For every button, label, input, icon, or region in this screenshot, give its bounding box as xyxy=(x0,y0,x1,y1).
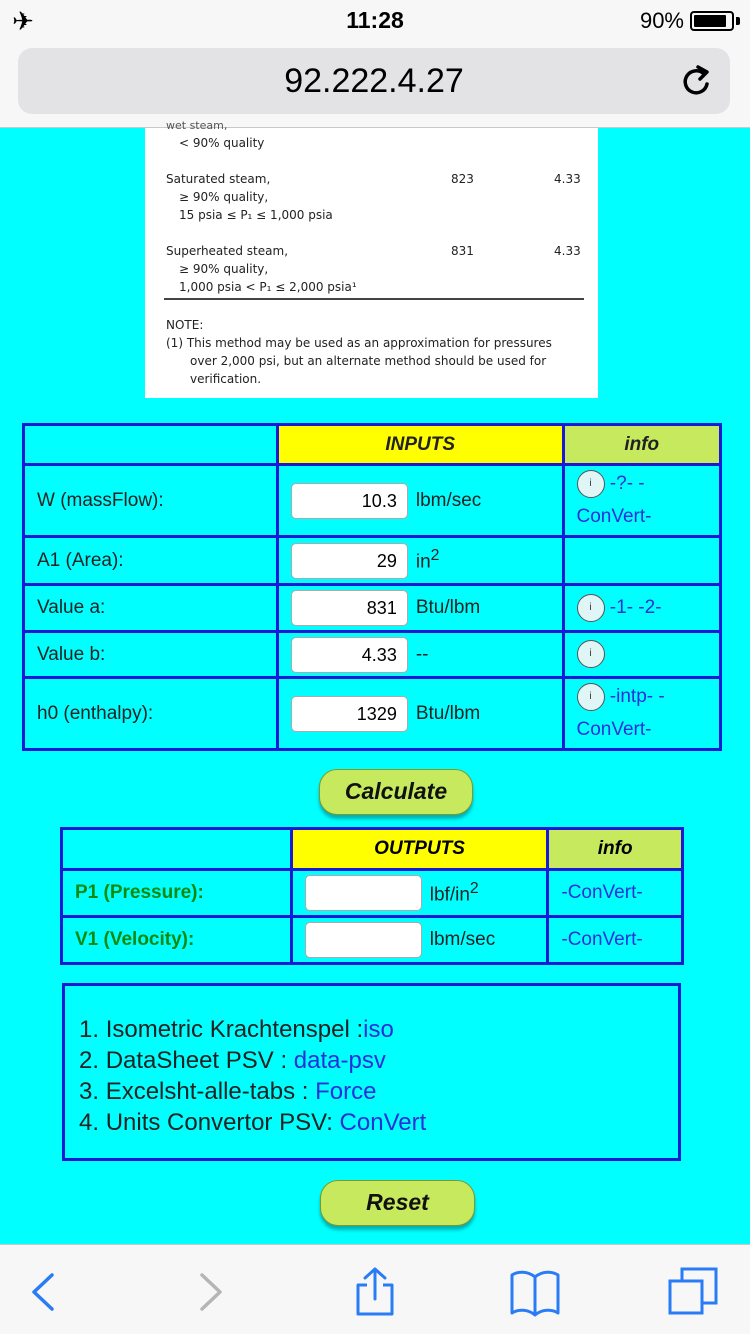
doc-note-line1: (1) This method may be used as an approximation for pressures xyxy=(166,336,552,350)
inputs-table xyxy=(22,423,722,751)
info-link-table-choice[interactable]: -1- -2- xyxy=(609,596,662,618)
link-data-psv[interactable]: data-psv xyxy=(293,1047,386,1074)
input-row-value-b xyxy=(24,632,721,678)
document-image xyxy=(145,119,598,398)
doc-note-title: NOTE: xyxy=(166,318,204,332)
battery-icon xyxy=(690,11,734,31)
share-icon[interactable] xyxy=(350,1267,400,1317)
browser-header xyxy=(0,40,750,128)
value-b-input[interactable]: 4.33 xyxy=(291,637,408,673)
inputs-header-row xyxy=(24,425,721,465)
info-link-convert[interactable]: ConVert- xyxy=(576,718,652,740)
list-text: Excelsht-alle-tabs : xyxy=(105,1078,316,1105)
calculate-button[interactable]: Calculate xyxy=(319,769,473,815)
info-link-convert[interactable]: -ConVert- xyxy=(561,928,643,950)
input-unit: Btu/lbm xyxy=(415,597,481,618)
doc-row2-sub1: ≥ 90% quality, xyxy=(179,262,269,276)
list-num: 3. xyxy=(79,1078,100,1105)
info-link-help[interactable]: -?- - xyxy=(609,473,645,495)
doc-rule xyxy=(164,298,584,300)
list-item xyxy=(79,1107,664,1138)
doc-row1-sub2: 15 psia ≤ P₁ ≤ 1,000 psia xyxy=(179,208,333,222)
input-row-area xyxy=(24,537,721,585)
output-row-pressure xyxy=(62,870,683,917)
info-link-convert[interactable]: ConVert- xyxy=(576,505,652,527)
doc-row0-label: < 90% quality xyxy=(179,136,265,150)
airplane-icon: ✈ xyxy=(12,6,34,36)
status-time: 11:28 xyxy=(346,7,404,33)
inputs-info-header: info xyxy=(563,425,720,465)
browser-toolbar xyxy=(0,1244,750,1334)
list-item xyxy=(79,1076,664,1107)
input-row-massflow xyxy=(24,465,721,537)
input-label: A1 (Area): xyxy=(24,537,278,585)
reload-icon[interactable] xyxy=(676,58,716,104)
doc-note-line2: over 2,000 psi, but an alternate method should be used for xyxy=(190,354,547,368)
inputs-header-blank xyxy=(24,425,278,465)
input-row-value-a xyxy=(24,585,721,632)
velocity-output[interactable] xyxy=(305,922,422,958)
outputs-table xyxy=(60,827,684,965)
list-text: DataSheet PSV : xyxy=(105,1047,294,1074)
url-text[interactable]: 92.222.4.27 xyxy=(284,62,464,100)
input-label: W (massFlow): xyxy=(24,465,278,537)
list-num: 2. xyxy=(79,1047,100,1074)
massflow-input[interactable]: 10.3 xyxy=(291,483,408,519)
info-icon[interactable]: i xyxy=(577,594,605,622)
unit-text: in xyxy=(415,551,431,573)
input-unit: lbm/sec xyxy=(415,489,482,511)
outputs-header-row xyxy=(62,829,683,870)
doc-row2-sub2: 1,000 psia < P₁ ≤ 2,000 psia¹ xyxy=(179,280,357,294)
list-text: Units Convertor PSV: xyxy=(105,1109,340,1136)
list-item xyxy=(79,1014,664,1045)
info-link-interpolate[interactable]: -intp- - xyxy=(609,686,665,708)
doc-row1-sub1: ≥ 90% quality, xyxy=(179,190,269,204)
doc-row2-v1: 831 xyxy=(451,244,474,258)
value-a-input[interactable]: 831 xyxy=(291,590,408,626)
info-icon[interactable]: i xyxy=(577,683,605,711)
links-panel xyxy=(62,983,681,1161)
list-num: 4. xyxy=(79,1109,100,1136)
info-cell xyxy=(563,632,720,678)
back-icon[interactable] xyxy=(20,1267,70,1317)
output-info-cell xyxy=(548,870,683,917)
list-item xyxy=(79,1045,664,1076)
pressure-output[interactable] xyxy=(305,875,422,911)
doc-row1-v1: 823 xyxy=(451,172,474,186)
bookmarks-icon[interactable] xyxy=(510,1267,560,1317)
battery-percent: 90% xyxy=(639,8,684,33)
output-info-cell xyxy=(548,917,683,964)
input-cell xyxy=(277,632,563,678)
doc-row1-label: Saturated steam, xyxy=(166,172,271,186)
input-unit: -- xyxy=(415,643,429,665)
link-convert[interactable]: ConVert xyxy=(339,1109,427,1136)
tabs-icon[interactable] xyxy=(668,1267,718,1317)
info-cell xyxy=(563,678,720,750)
outputs-info-header: info xyxy=(548,829,683,870)
unit-sup: 2 xyxy=(469,879,479,897)
status-bar xyxy=(0,0,750,40)
list-num: 1. xyxy=(79,1016,100,1043)
battery-fill xyxy=(694,15,726,27)
output-unit xyxy=(430,880,479,906)
doc-row1-v2: 4.33 xyxy=(554,172,581,186)
info-icon[interactable]: i xyxy=(577,470,605,498)
output-row-velocity xyxy=(62,917,683,964)
address-bar[interactable] xyxy=(18,48,730,114)
input-cell xyxy=(277,537,563,585)
info-cell xyxy=(563,585,720,632)
output-cell xyxy=(291,917,548,964)
info-link-convert[interactable]: -ConVert- xyxy=(561,881,643,903)
link-iso[interactable]: iso xyxy=(363,1016,394,1043)
outputs-header-blank xyxy=(62,829,292,870)
enthalpy-input[interactable]: 1329 xyxy=(291,696,408,732)
output-label: P1 (Pressure): xyxy=(62,870,292,917)
info-cell xyxy=(563,465,720,537)
area-input[interactable]: 29 xyxy=(291,543,408,579)
input-unit xyxy=(416,547,440,573)
input-cell xyxy=(277,678,563,750)
input-cell xyxy=(277,465,563,537)
inputs-header: INPUTS xyxy=(277,425,563,465)
output-cell xyxy=(291,870,548,917)
input-label: Value b: xyxy=(24,632,278,678)
input-row-enthalpy xyxy=(24,678,721,750)
doc-note-line3: verification. xyxy=(190,372,262,386)
input-cell xyxy=(277,585,563,632)
link-force[interactable]: Force xyxy=(315,1078,377,1105)
battery-tip xyxy=(736,17,740,25)
output-label: V1 (Velocity): xyxy=(62,917,292,964)
outputs-header: OUTPUTS xyxy=(291,829,548,870)
list-text: Isometric Krachtenspel : xyxy=(105,1016,364,1043)
input-label: Value a: xyxy=(24,585,278,632)
output-unit: lbm/sec xyxy=(429,929,496,950)
links-list xyxy=(79,1014,664,1138)
doc-row2-label: Superheated steam, xyxy=(166,244,289,258)
forward-icon[interactable] xyxy=(184,1267,234,1317)
unit-sup: 2 xyxy=(430,547,440,565)
reset-button[interactable]: Reset xyxy=(320,1180,475,1226)
doc-cut-line: wet steam, xyxy=(166,119,228,132)
input-label: h0 (enthalpy): xyxy=(24,678,278,750)
doc-row2-v2: 4.33 xyxy=(554,244,581,258)
info-cell-empty xyxy=(563,537,720,585)
unit-text: lbf/in xyxy=(429,884,470,906)
input-unit: Btu/lbm xyxy=(415,702,481,724)
info-icon[interactable]: i xyxy=(577,640,605,668)
